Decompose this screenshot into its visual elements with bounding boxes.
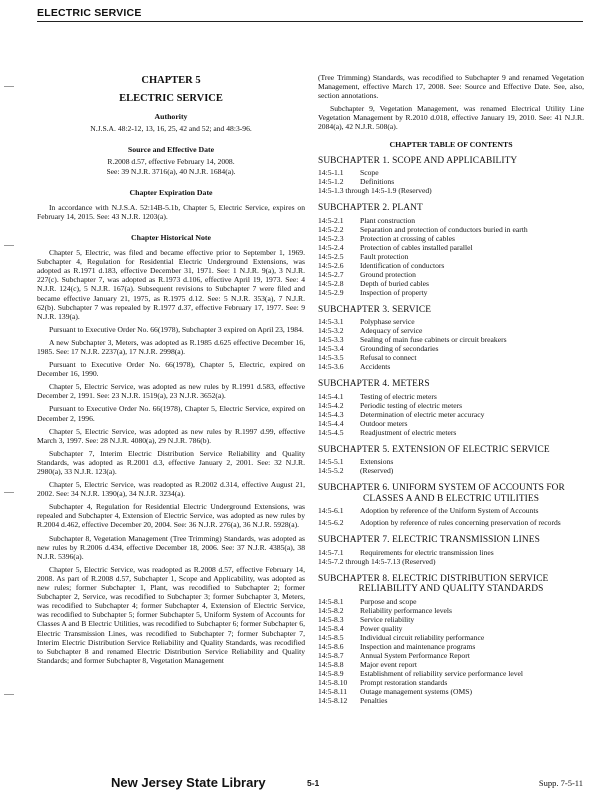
subchapter-heading	[318, 483, 584, 504]
subchapter-title: SUBCHAPTER 6. UNIFORM SYSTEM OF ACCOUNTS FOR	[318, 483, 565, 494]
section-entry	[318, 419, 584, 428]
section-entry	[318, 279, 584, 288]
section-title: Inspection and maintenance programs	[360, 641, 476, 651]
section-number: 14:5-2.9	[318, 287, 344, 297]
section-entry	[318, 288, 584, 297]
right-column	[318, 73, 584, 705]
section-title: Protection of cables installed parallel	[360, 242, 473, 252]
chapter-title: ELECTRIC SERVICE	[119, 93, 223, 105]
section-title: Grounding of secondaries	[360, 344, 439, 354]
section-entry	[318, 669, 584, 678]
section-title: Penalties	[360, 695, 388, 705]
source-heading: Source and Effective Date	[127, 145, 215, 155]
history-paragraph: Chapter 5, Electric Service, was readopted as R.2002 d.314, effective August 21, 2002. See: 34 N.J.R. 1390(a), 34 N.J.R. 3234(a).	[37, 480, 305, 499]
section-entry	[318, 410, 584, 419]
section-number: 14:5-3.3	[318, 335, 344, 345]
subchapter-title: SUBCHAPTER 2. PLANT	[318, 203, 423, 214]
section-entry	[318, 326, 584, 335]
section-title: Determination of electric meter accuracy	[360, 409, 485, 419]
subchapter-heading	[318, 379, 584, 390]
subchapter-heading	[318, 574, 584, 595]
section-number: 14:5-4.2	[318, 400, 344, 410]
history-paragraph: Chapter 5, Electric Service, was readopted as R.2008 d.57, effective February 14, 2008. As part of R.2008 d.57, Subchapter 1, Scope and Applicability, was adopted as new rules; former Subchapter 1, Plant, was recodified to Subchapter 2; former Subchapter 2, Service, was recodified to Subchapter 3; former Subchapter 3, Meters, was recodified to Subchapter 4; former Subchapter 4, Extension of Electric Service, was recodified to Subchapter 5; former Subchapter 5, Uniform System of Accounts for Classes A and B Electric Utilities, was recodified to Subchapter 6; former Subchapter 6, Electric Transmission Lines, was recodified to Subchapter 7; former Subchapter 7, Interim Electric Distribution Service Reliability and Quality Standards, was recodified to Subchapter 8 and renamed Electric Distribution Service Reliability and Quality Standards; and former Subchapter 8, Vegetation Management	[37, 564, 305, 665]
section-list	[318, 548, 584, 566]
section-number: 14:5-3.5	[318, 353, 344, 363]
subchapter-heading	[318, 445, 584, 456]
section-entry	[318, 518, 584, 527]
section-title: Identification of conductors	[360, 260, 445, 270]
section-title: Ground protection	[360, 269, 416, 279]
section-number: 14:5-2.4	[318, 242, 344, 252]
subchapter-title: SUBCHAPTER 3. SERVICE	[318, 304, 432, 315]
section-list	[318, 317, 584, 371]
section-entry	[318, 624, 584, 633]
section-title: Purpose and scope	[360, 596, 417, 606]
subchapter-title: SUBCHAPTER 4. METERS	[318, 379, 430, 390]
section-entry	[318, 548, 584, 557]
section-entry	[318, 615, 584, 624]
section-number: 14:5-8.1	[318, 596, 344, 606]
table-of-contents	[318, 156, 584, 705]
section-entry	[318, 177, 584, 186]
section-number: 14:5-8.4	[318, 623, 344, 633]
footer	[37, 775, 583, 793]
section-number: 14:5-3.6	[318, 362, 344, 372]
section-number: 14:5-8.6	[318, 641, 344, 651]
section-title: Accidents	[360, 362, 391, 372]
section-number: 14:5-1.1	[318, 168, 344, 178]
section-number: 14:5-8.5	[318, 632, 344, 642]
section-number: 14:5-8.8	[318, 659, 344, 669]
section-number: 14:5-2.1	[318, 215, 344, 225]
section-entry	[318, 428, 584, 437]
section-number: 14:5-2.6	[318, 260, 344, 270]
section-title: Adequacy of service	[360, 326, 423, 336]
section-number: 14:5-3.4	[318, 344, 344, 354]
section-entry	[318, 660, 584, 669]
section-number: 14:5-3.2	[318, 326, 344, 336]
history-paragraph: Pursuant to Executive Order No. 66(1978), Chapter 5, Electric, expired on December 16, 1990.	[37, 360, 305, 379]
expiration-heading: Chapter Expiration Date	[129, 187, 213, 197]
expiration-text: In accordance with N.J.S.A. 52:14B-5.1b, Chapter 5, Electric Service, expires on February 14, 2015. See: 43 N.J.R. 1203(a).	[37, 202, 305, 221]
section-number: 14:5-2.7	[318, 269, 344, 279]
section-number: 14:5-7.1	[318, 547, 344, 557]
source-line-2: See: 39 N.J.R. 3716(a), 40 N.J.R. 1684(a).	[106, 166, 236, 176]
history-paragraph: Subchapter 4, Regulation for Residential Electric Underground Extensions, was repealed and Subchapter 4, Extension of Electric Service, was adopted as new rules by R.2004 d.462, effective December 20, 2004. See: 36 N.J.R. 276(a), 36 N.J.R. 5928(a).	[37, 502, 305, 530]
section-entry	[318, 252, 584, 261]
section-entry	[318, 168, 584, 177]
section-title: Establishment of reliability service performance level	[360, 668, 523, 678]
section-range-text: 14:5-1.3 through 14:5-1.9 (Reserved)	[318, 186, 432, 196]
section-number: 14:5-8.7	[318, 650, 344, 660]
section-entry	[318, 466, 584, 475]
history-paragraph: Pursuant to Executive Order No. 66(1978), Chapter 5, Electric Service, expired on December 2, 1996.	[37, 404, 305, 423]
section-list	[318, 216, 584, 297]
section-entry	[318, 243, 584, 252]
section-number: 14:5-8.11	[318, 686, 348, 696]
section-title: Extensions	[360, 457, 394, 467]
section-title: Polyphase service	[360, 317, 415, 327]
library-name: New Jersey State Library	[111, 775, 266, 790]
section-title: Separation and protection of conductors buried in earth	[360, 224, 528, 234]
section-entry	[318, 225, 584, 234]
section-title: Protection at crossing of cables	[360, 233, 455, 243]
history-paragraph: A new Subchapter 3, Meters, was adopted as R.1985 d.625 effective December 16, 1985. See: 17 N.J.R. 2237(a), 17 N.J.R. 2998(a).	[37, 337, 305, 356]
history-heading: Chapter Historical Note	[131, 232, 211, 242]
section-entry	[318, 362, 584, 371]
section-entry	[318, 317, 584, 326]
section-title: Individual circuit reliability performance	[360, 632, 485, 642]
section-list	[318, 392, 584, 437]
authority-text: N.J.S.A. 48:2-12, 13, 16, 25, 42 and 52; and 48:3-96.	[90, 124, 252, 134]
section-number: 14:5-2.8	[318, 278, 344, 288]
section-range-entry	[318, 186, 584, 195]
section-entry	[318, 678, 584, 687]
section-list	[318, 597, 584, 705]
section-number: 14:5-6.1	[318, 506, 344, 516]
subchapter-title-line-2: CLASSES A AND B ELECTRIC UTILITIES	[362, 493, 540, 504]
section-entry	[318, 642, 584, 651]
section-title: Power quality	[360, 623, 403, 633]
subchapter-title: SUBCHAPTER 1. SCOPE AND APPLICABILITY	[318, 155, 518, 166]
section-title: Outage management systems (OMS)	[360, 686, 472, 696]
subchapter-title: SUBCHAPTER 7. ELECTRIC TRANSMISSION LINES	[318, 535, 540, 546]
subchapter-title-line-2: RELIABILITY AND QUALITY STANDARDS	[358, 584, 544, 595]
section-entry	[318, 335, 584, 344]
left-column	[37, 72, 305, 669]
margin-mark	[4, 86, 14, 87]
margin-mark	[4, 492, 14, 493]
section-number: 14:5-3.1	[318, 317, 344, 327]
history-paragraph-continued: (Tree Trimming) Standards, was recodified to Subchapter 9 and renamed Vegetation Management, effective March 17, 2008. See: Source and Effective Date. See, also, section annotations.	[318, 73, 584, 101]
section-number: 14:5-2.5	[318, 251, 344, 261]
subchapter-heading	[318, 156, 584, 167]
history-paragraph: Chapter 5, Electric Service, was adopted as new rules by R.1991 d.583, effective December 2, 1991. See: 23 N.J.R. 1519(a), 23 N.J.R. 3652(a).	[37, 382, 305, 401]
section-title: Readjustment of electric meters	[360, 427, 457, 437]
section-number: 14:5-8.10	[318, 677, 348, 687]
subchapter-title: SUBCHAPTER 8. ELECTRIC DISTRIBUTION SERVICE	[318, 573, 549, 584]
section-number: 14:5-4.1	[318, 391, 344, 401]
section-list	[318, 457, 584, 475]
section-number: 14:5-1.2	[318, 177, 344, 187]
history-paragraph: Chapter 5, Electric, was filed and became effective prior to September 1, 1969. Subchapter 4, Regulation for Residential Electric Underground Extensions, was adopted as R.1971 d.183, effective December 31, 1971. See: 1 N.J.R. 9(a), 3 N.J.R. 227(c). Subchapter 7, was adopted as R.1973 d.106, effective April 19, 1973. See: 4 N.J.R. 124(c), 5 N.J.R. 167(a). Subsequent revisions to Subchapter 7 were filed and became effective January 21, 1975, as R.1975 d.12. See: 5 N.J.R. 353(a), 7 N.J.R. 62(b). Subchapter 7 was repealed by R.1977 d.37, effective February 17, 1977. See: 9 N.J.R. 139(a).	[37, 248, 305, 321]
section-entry	[318, 687, 584, 696]
subchapter-title: SUBCHAPTER 5. EXTENSION OF ELECTRIC SERVICE	[318, 444, 550, 455]
section-list	[318, 168, 584, 195]
section-number: 14:5-5.2	[318, 466, 344, 476]
section-title: Service reliability	[360, 614, 415, 624]
section-title: Periodic testing of electric meters	[360, 400, 463, 410]
section-number: 14:5-6.2	[318, 518, 344, 528]
section-entry	[318, 270, 584, 279]
section-title: Major event report	[360, 659, 417, 669]
section-title: Requirements for electric transmission lines	[360, 547, 494, 557]
history-paragraph: Pursuant to Executive Order No. 66(1978), Subchapter 3 expired on April 23, 1984.	[49, 324, 304, 334]
section-range-entry	[318, 557, 584, 566]
section-entry	[318, 216, 584, 225]
subchapter-heading	[318, 203, 584, 214]
section-title: Plant construction	[360, 215, 416, 225]
section-number: 14:5-4.5	[318, 427, 344, 437]
history-paragraph: Subchapter 9, Vegetation Management, was renamed Electrical Utility Line Vegetation Management by R.2010 d.018, effective January 19, 2010. See: 41 N.J.R. 2084(a), 42 N.J.R. 508(a).	[318, 104, 584, 132]
section-entry	[318, 651, 584, 660]
section-title: Adoption by reference of rules concerning preservation of records	[360, 518, 561, 528]
section-entry	[318, 261, 584, 270]
history-paragraph: Chapter 5, Electric Service, was adopted as new rules by R.1997 d.99, effective March 3, 1997. See: 28 N.J.R. 4080(a), 29 N.J.R. 786(b).	[37, 426, 305, 445]
section-title: Refusal to connect	[360, 353, 417, 363]
section-entry	[318, 353, 584, 362]
history-paragraph: Subchapter 8, Vegetation Management (Tree Trimming) Standards, was adopted as new rules by R.2006 d.434, effective December 18, 2006. See: 37 N.J.R. 4385(a), 38 N.J.R. 5396(a).	[37, 533, 305, 561]
section-entry	[318, 696, 584, 705]
running-head: ELECTRIC SERVICE	[37, 7, 142, 19]
section-title: Annual System Performance Report	[360, 650, 470, 660]
section-entry	[318, 392, 584, 401]
section-entry	[318, 457, 584, 466]
section-title: Sealing of main fuse cabinets or circuit breakers	[360, 335, 507, 345]
subchapter-heading	[318, 305, 584, 316]
chapter-number: CHAPTER 5	[141, 75, 201, 86]
section-list	[318, 506, 584, 527]
page-number: 5-1	[307, 778, 320, 788]
section-title: Fault protection	[360, 251, 409, 261]
section-entry	[318, 344, 584, 353]
section-number: 14:5-8.12	[318, 695, 348, 705]
section-title: Scope	[360, 168, 379, 178]
section-title: Outdoor meters	[360, 418, 408, 428]
authority-heading: Authority	[154, 112, 188, 122]
section-title: Adoption by reference of the Uniform System of Accounts	[360, 506, 539, 516]
history-paragraph: Subchapter 7, Interim Electric Distribution Service Reliability and Quality Standards, was adopted as R.2001 d.3, effective January 2, 2001. See: 32 N.J.R. 2980(a), 33 N.J.R. 123(a).	[37, 448, 305, 476]
margin-mark	[4, 694, 14, 695]
section-title: (Reserved)	[360, 466, 394, 476]
margin-mark	[4, 245, 14, 246]
subchapter-heading	[318, 535, 584, 546]
section-number: 14:5-8.9	[318, 668, 344, 678]
source-line-1: R.2008 d.57, effective February 14, 2008.	[107, 157, 235, 167]
section-number: 14:5-8.3	[318, 614, 344, 624]
section-number: 14:5-2.3	[318, 233, 344, 243]
section-title: Definitions	[360, 177, 395, 187]
section-title: Depth of buried cables	[360, 278, 429, 288]
section-title: Reliability performance levels	[360, 605, 452, 615]
section-number: 14:5-4.3	[318, 409, 344, 419]
toc-title: CHAPTER TABLE OF CONTENTS	[389, 139, 513, 149]
supplement-date: Supp. 7-5-11	[538, 778, 583, 788]
section-entry	[318, 633, 584, 642]
section-entry	[318, 506, 584, 515]
section-title: Prompt restoration standards	[360, 677, 448, 687]
section-title: Testing of electric meters	[360, 391, 437, 401]
section-range-text: 14:5-7.2 through 14:5-7.13 (Reserved)	[318, 556, 436, 566]
section-entry	[318, 606, 584, 615]
header-rule	[37, 21, 583, 22]
section-number: 14:5-4.4	[318, 418, 344, 428]
section-entry	[318, 234, 584, 243]
section-entry	[318, 597, 584, 606]
section-number: 14:5-8.2	[318, 605, 344, 615]
section-number: 14:5-2.2	[318, 224, 344, 234]
section-number: 14:5-5.1	[318, 457, 344, 467]
section-entry	[318, 401, 584, 410]
section-title: Inspection of property	[360, 287, 428, 297]
